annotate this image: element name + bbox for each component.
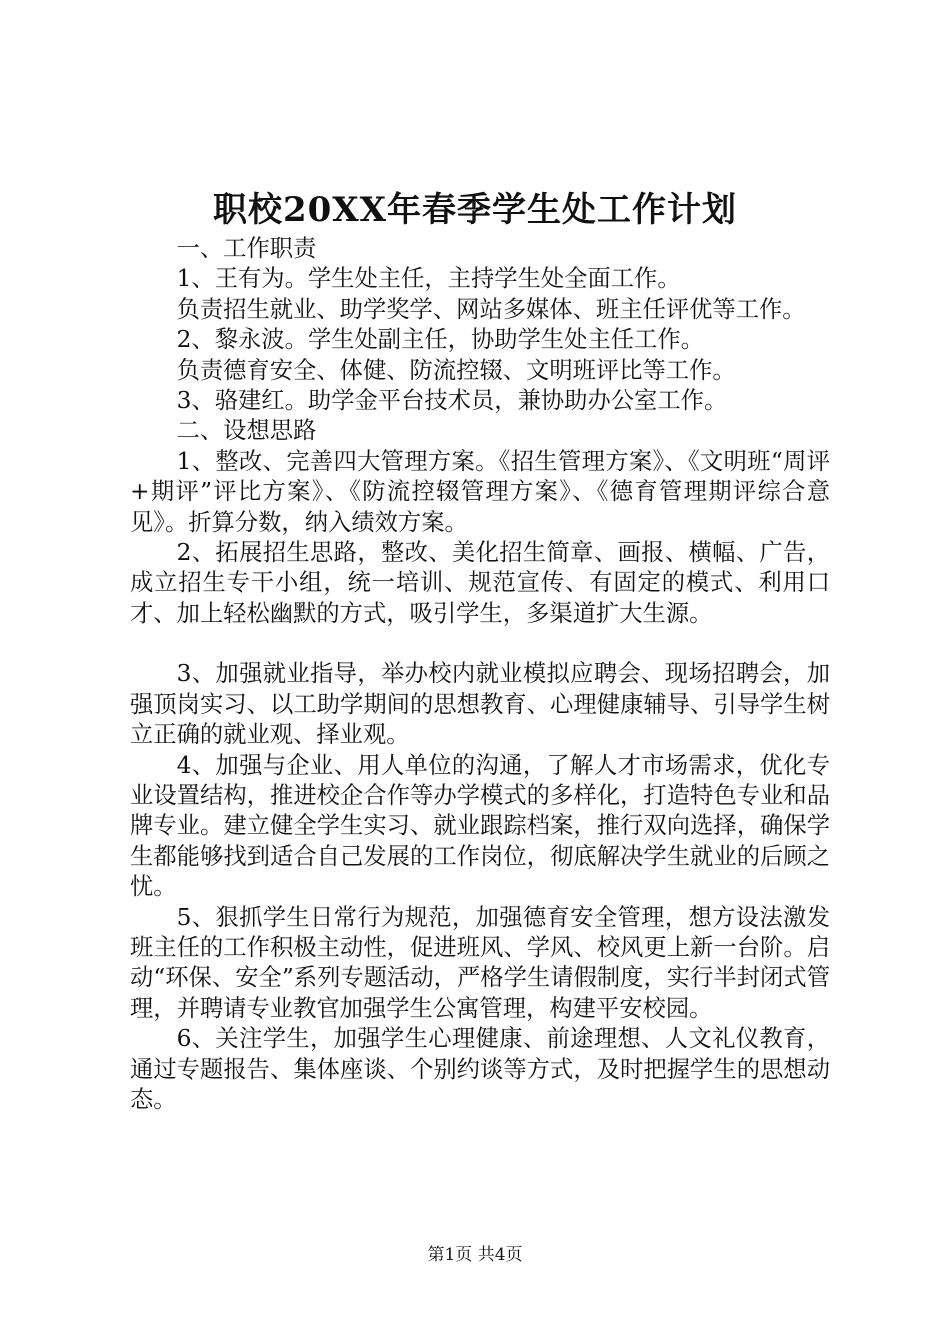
paragraph: 1、王有为。学生处主任，主持学生处全面工作。: [176, 265, 681, 293]
paragraph: 2、黎永波。学生处副主任，协助学生处主任工作。: [176, 326, 704, 354]
paragraph: 3、加强就业指导，举办校内就业模拟应聘会、现场招聘会，加强顶岗实习、以工助学期间的思想教育、心理健康辅导、引导学生树立正确的就业观、择业观。: [130, 660, 830, 749]
blank-line: [130, 629, 830, 659]
paragraph: 3、骆建红。助学金平台技术员，兼协助办公室工作。: [176, 387, 728, 415]
page-footer: 第1页 共4页: [427, 1245, 523, 1265]
paragraph: 负责德育安全、体健、防流控辍、文明班评比等工作。: [176, 356, 736, 384]
paragraph: 1、整改、完善四大管理方案。《招生管理方案》、《文明班“周评+期评”评比方案》、《防流控辍管理方案》、《德育管理期评综合意见》。折算分数，纳入绩效方案。: [130, 447, 830, 536]
paragraph: 2、拓展招生思路，整改、美化招生简章、画报、横幅、广告，成立招生专干小组，统一培训、规范宣传、有固定的模式、利用口才、加上轻松幽默的方式，吸引学生，多渠道扩大生源。: [130, 539, 830, 627]
section-heading-duties: 一、工作职责: [176, 235, 317, 262]
section-heading-ideas: 二、设想思路: [176, 417, 317, 445]
paragraph: 负责招生就业、助学奖学、网站多媒体、班主任评优等工作。: [176, 295, 806, 323]
document-body: [130, 234, 830, 1115]
paragraph: 6、关注学生，加强学生心理健康、前途理想、人文礼仪教育，通过专题报告、集体座谈、个别约谈等方式，及时把握学生的思想动态。: [130, 1025, 830, 1113]
document-title: 职校20XX年春季学生处工作计划: [212, 190, 738, 230]
paragraph: 4、加强与企业、用人单位的沟通，了解人才市场需求，优化专业设置结构，推进校企合作等办学模式的多样化，打造特色专业和品牌专业。建立健全学生实习、就业跟踪档案，推行双向选择，确保学生都能够找到适合自己发展的工作岗位，彻底解决学生就业的后顾之忧。: [130, 751, 830, 901]
paragraph: 5、狠抓学生日常行为规范，加强德育安全管理，想方设法激发班主任的工作积极主动性，促进班风、学风、校风更上新一台阶。启动“环保、安全”系列专题活动，严格学生请假制度，实行半封闭式管理，并聘请专业教官加强学生公寓管理，构建平安校园。: [130, 903, 830, 1022]
